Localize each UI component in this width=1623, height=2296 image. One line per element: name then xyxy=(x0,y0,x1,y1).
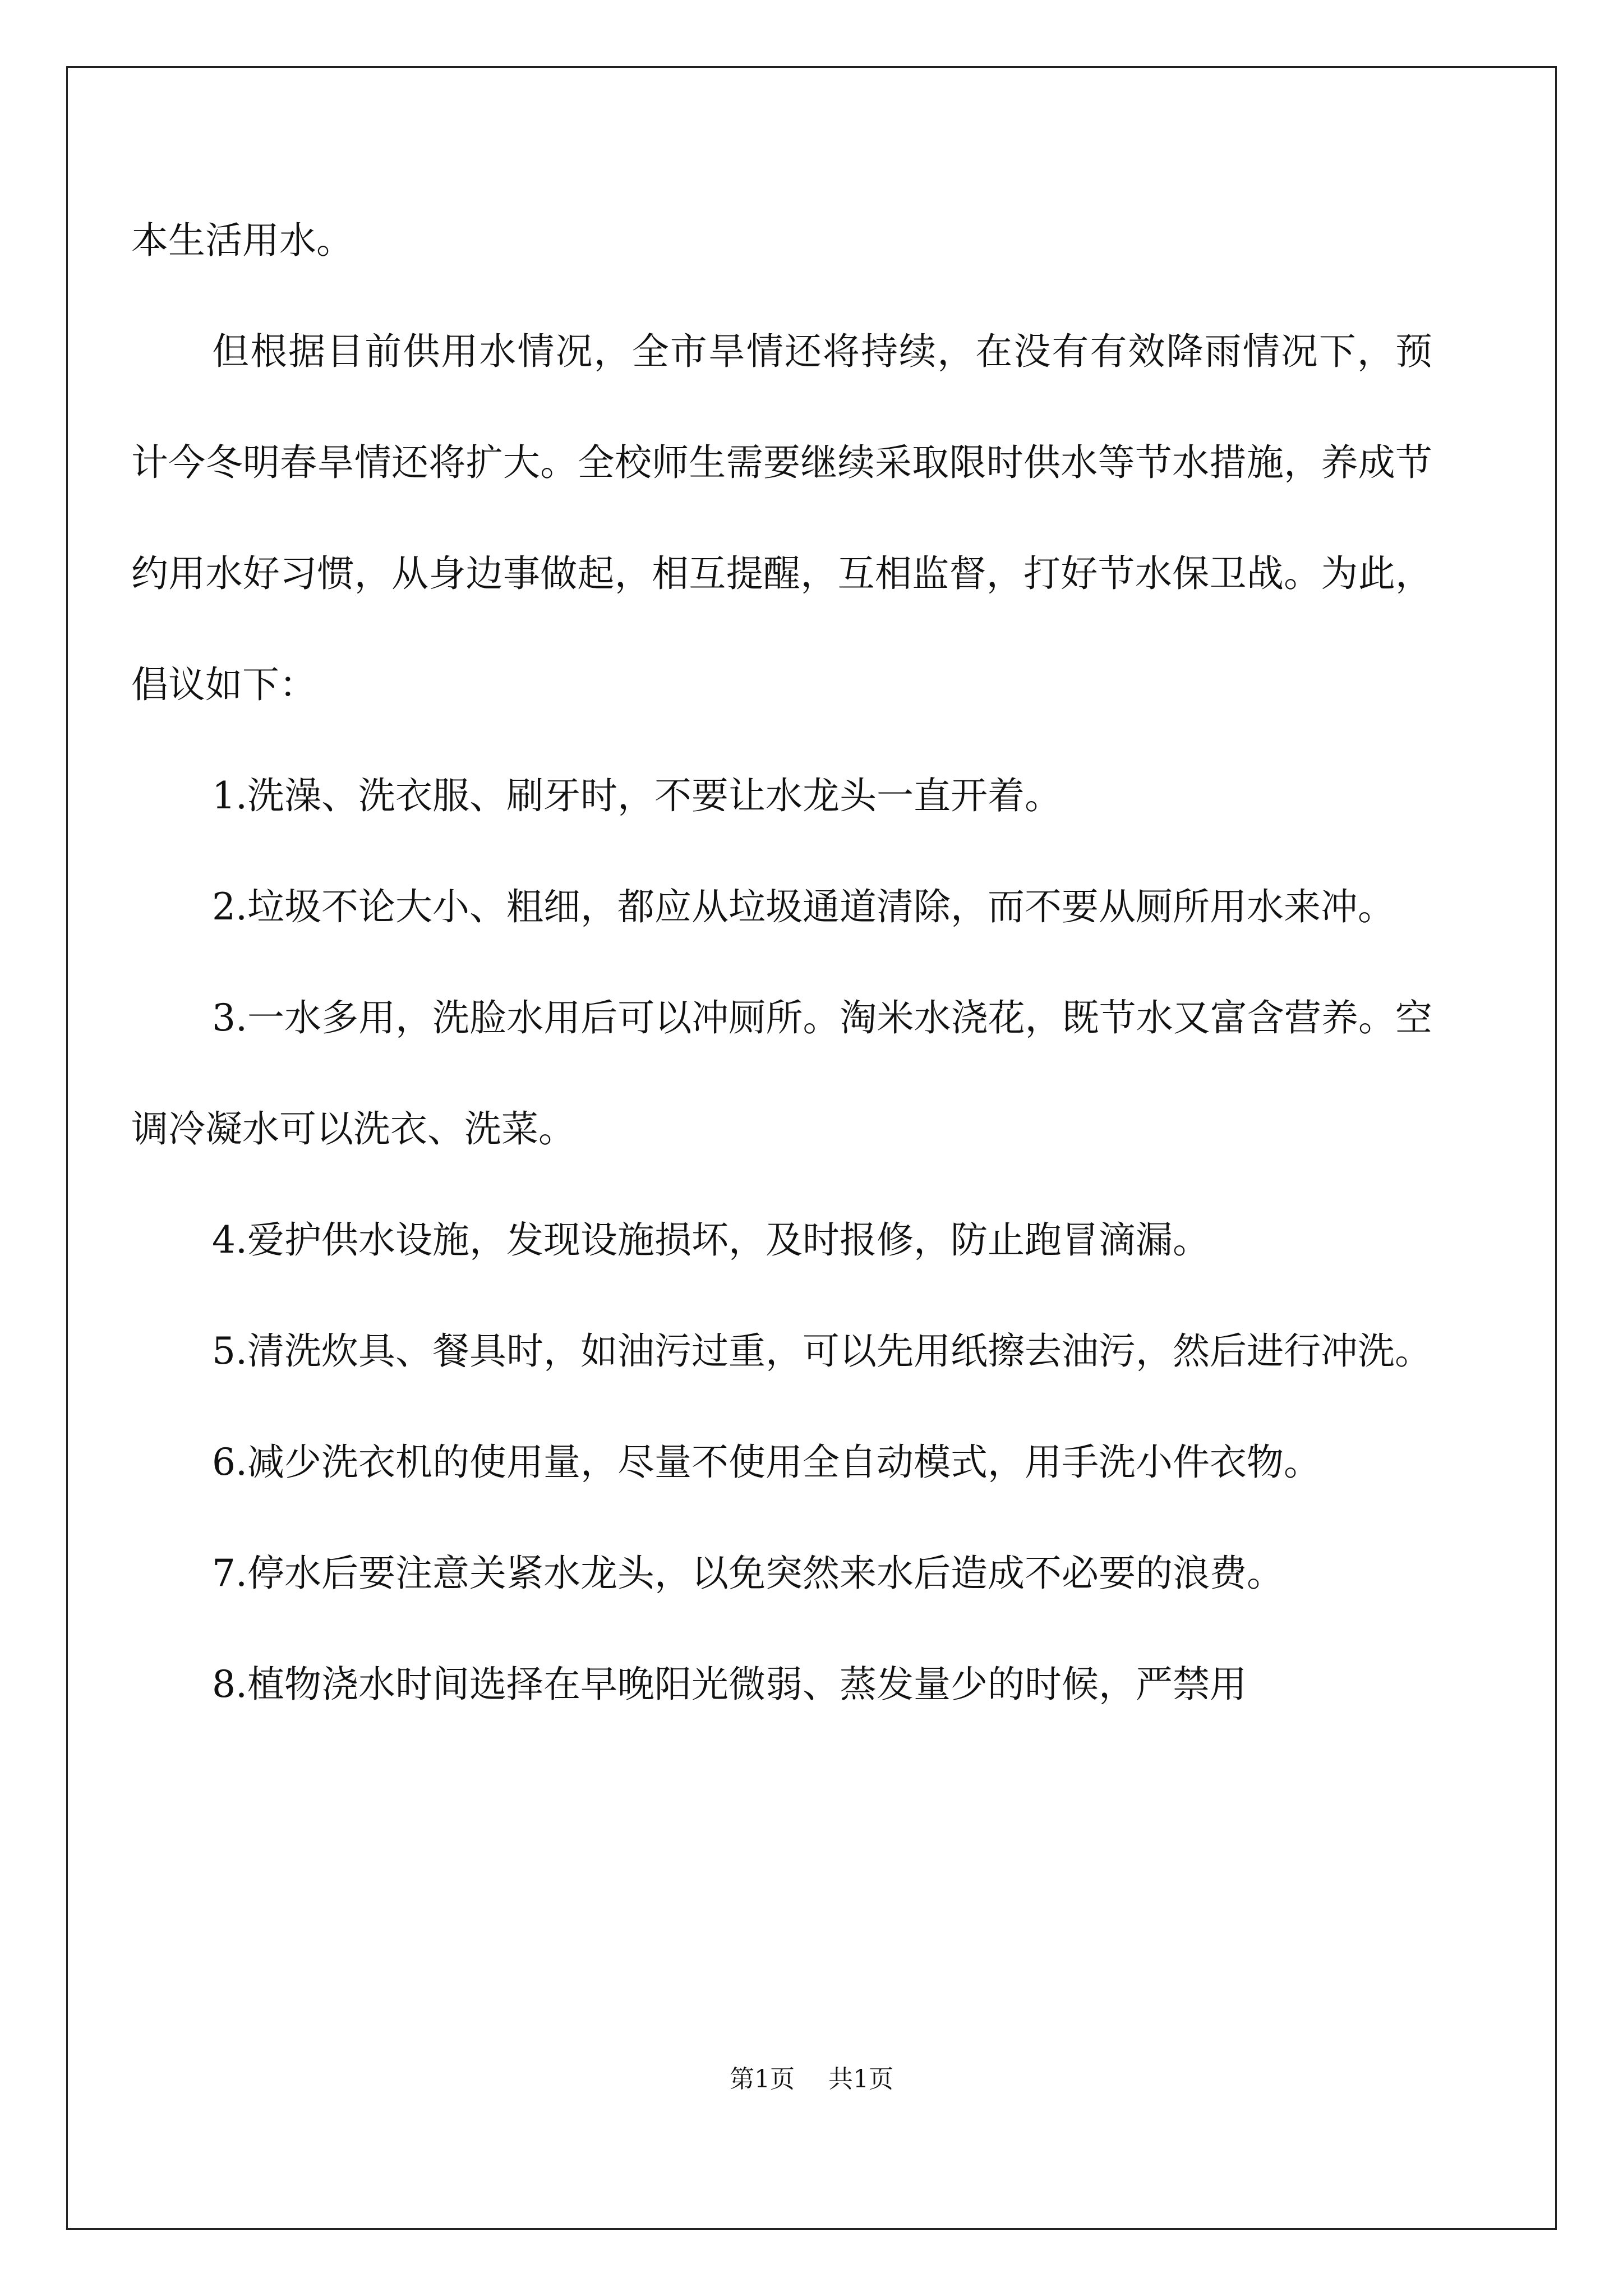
document-body xyxy=(131,185,1432,1740)
list-item: 1.洗澡、洗衣服、刷牙时，不要让水龙头一直开着。 xyxy=(212,774,1062,817)
list-item: 4.爱护供水设施，发现设施损坏，及时报修，防止跑冒滴漏。 xyxy=(212,1218,1210,1262)
page-total: 共1页 xyxy=(828,2065,893,2093)
list-item: 5.清洗炊具、餐具时，如油污过重，可以先用纸擦去油污，然后进行冲洗。 xyxy=(212,1329,1432,1373)
page-number: 第1页 xyxy=(730,2065,795,2093)
list-item: 2.垃圾不论大小、粗细，都应从垃圾通道清除，而不要从厕所用水来冲。 xyxy=(212,885,1395,928)
paragraph-continuation: 本生活用水。 xyxy=(131,219,353,262)
list-item: 8.植物浇水时间选择在早晚阳光微弱、蒸发量少的时候，严禁用 xyxy=(212,1663,1247,1706)
paragraph-intro: 但根据目前供用水情况，全市旱情还将持续，在没有有效降雨情况下，预计今冬明春旱情还将扩大。全校师生需要继续采取限时供水等节水措施，养成节约用水好习惯，从身边事做起，相互提醒，互相监督，打好节水保卫战。为此，倡议如下： xyxy=(131,330,1432,706)
page-footer xyxy=(0,2059,1623,2095)
list-item: 3.一水多用，洗脸水用后可以冲厕所。淘米水浇花，既节水又富含营养。空调冷凝水可以洗衣、洗菜。 xyxy=(131,996,1432,1151)
list-item: 6.减少洗衣机的使用量，尽量不使用全自动模式，用手洗小件衣物。 xyxy=(212,1441,1321,1484)
list-item: 7.停水后要注意关紧水龙头，以免突然来水后造成不必要的浪费。 xyxy=(212,1552,1284,1595)
